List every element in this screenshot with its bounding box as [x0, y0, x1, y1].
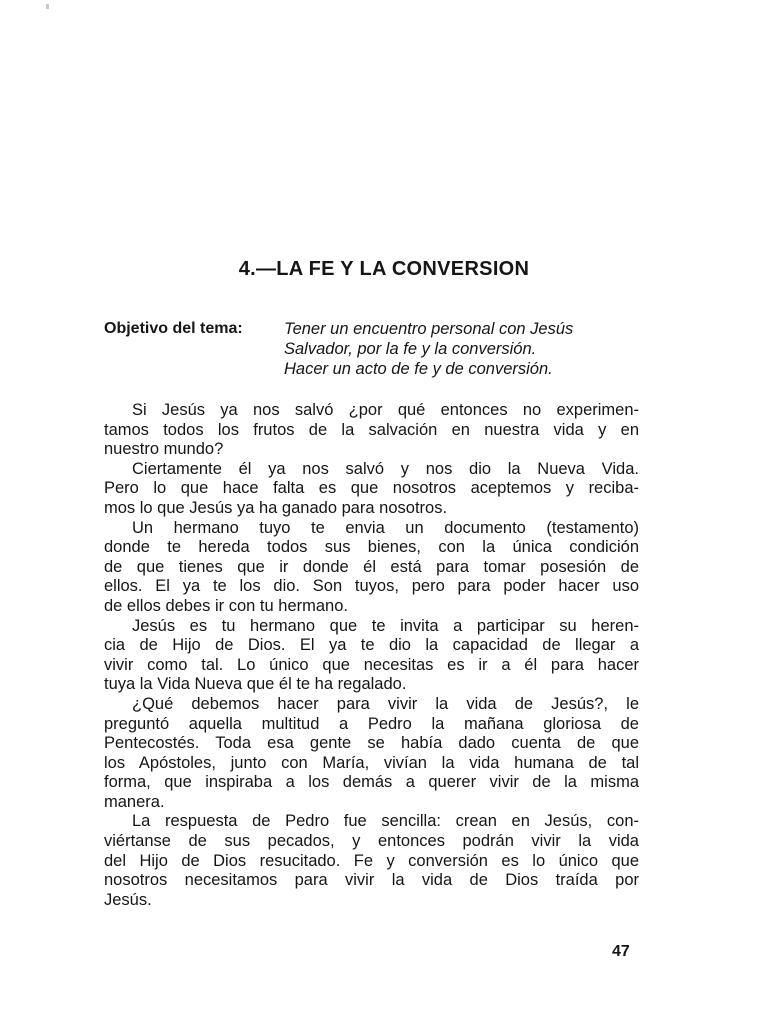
text-line: de ellos debes ir con tu hermano. [104, 596, 348, 615]
text-line: La respuesta de Pedro fue sencilla: crean en Jesús, con- [132, 812, 639, 831]
text-line: Jesús. [104, 890, 152, 909]
text-line: cia de Hijo de Dios. El ya te dio la capacidad de llegar a [104, 636, 639, 655]
text-line: viértanse de sus pecados, y entonces podrán vivir la vida [104, 832, 639, 851]
text-line: manera. [104, 792, 165, 811]
text-line: donde te hereda todos sus bienes, con la única condición [104, 538, 639, 557]
objective-label: Objetivo del tema: [104, 320, 243, 337]
text-line: tamos todos los frutos de la salvación en nuestra vida y en [104, 420, 639, 439]
text-line: Pero lo que hace falta es que nosotros aceptemos y reciba- [104, 479, 639, 498]
text-line: nuestro mundo? [104, 440, 224, 459]
chapter-title: 4.—LA FE Y LA CONVERSION [238, 258, 530, 280]
text-line: preguntó aquella multitud a Pedro la mañana gloriosa de [104, 714, 639, 733]
objective-block [104, 319, 644, 379]
scan-speck [46, 4, 49, 9]
text-line: Un hermano tuyo te envia un documento (testamento) [132, 518, 639, 537]
paragraph [104, 617, 639, 695]
paragraph [104, 401, 639, 460]
text-line: del Hijo de Dios resucitado. Fe y conversión es lo único que [104, 851, 639, 870]
paragraph [104, 812, 639, 910]
text-line: Si Jesús ya nos salvó ¿por qué entonces no experimen- [132, 401, 639, 419]
text-line: ¿Qué debemos hacer para vivir la vida de Jesús?, le [132, 694, 639, 713]
objective-line: Salvador, por la fe y la conversión. [284, 340, 537, 358]
page-number: 47 [612, 943, 630, 960]
paragraph [104, 695, 639, 813]
objective-text [284, 319, 573, 379]
text-line: ellos. El ya te los dio. Son tuyos, pero para poder hacer uso [104, 577, 639, 596]
text-line: los Apóstoles, junto con María, vivían la vida humana de tal [104, 753, 639, 772]
text-line: Ciertamente él ya nos salvó y nos dio la Nueva Vida. [132, 459, 639, 478]
text-line: nosotros necesitamos para vivir la vida de Dios traída por [104, 871, 639, 890]
text-line: de que tienes que ir donde él está para tomar posesión de [104, 557, 639, 576]
text-line: tuya la Vida Nueva que él te ha regalado. [104, 675, 407, 694]
text-line: Pentecostés. Toda esa gente se había dado cuenta de que [104, 734, 639, 753]
paragraph [104, 460, 639, 519]
text-line: mos lo que Jesús ya ha ganado para nosotros. [104, 498, 448, 517]
body-text [104, 401, 639, 910]
text-line: Jesús es tu hermano que te invita a participar su heren- [132, 616, 639, 635]
objective-line: Tener un encuentro personal con Jesús [284, 320, 574, 338]
text-line: vivir como tal. Lo único que necesitas es ir a él para hacer [104, 655, 639, 674]
objective-line: Hacer un acto de fe y de conversión. [284, 360, 553, 378]
text-line: forma, que inspiraba a los demás a querer vivir de la misma [104, 773, 639, 792]
paragraph [104, 519, 639, 617]
